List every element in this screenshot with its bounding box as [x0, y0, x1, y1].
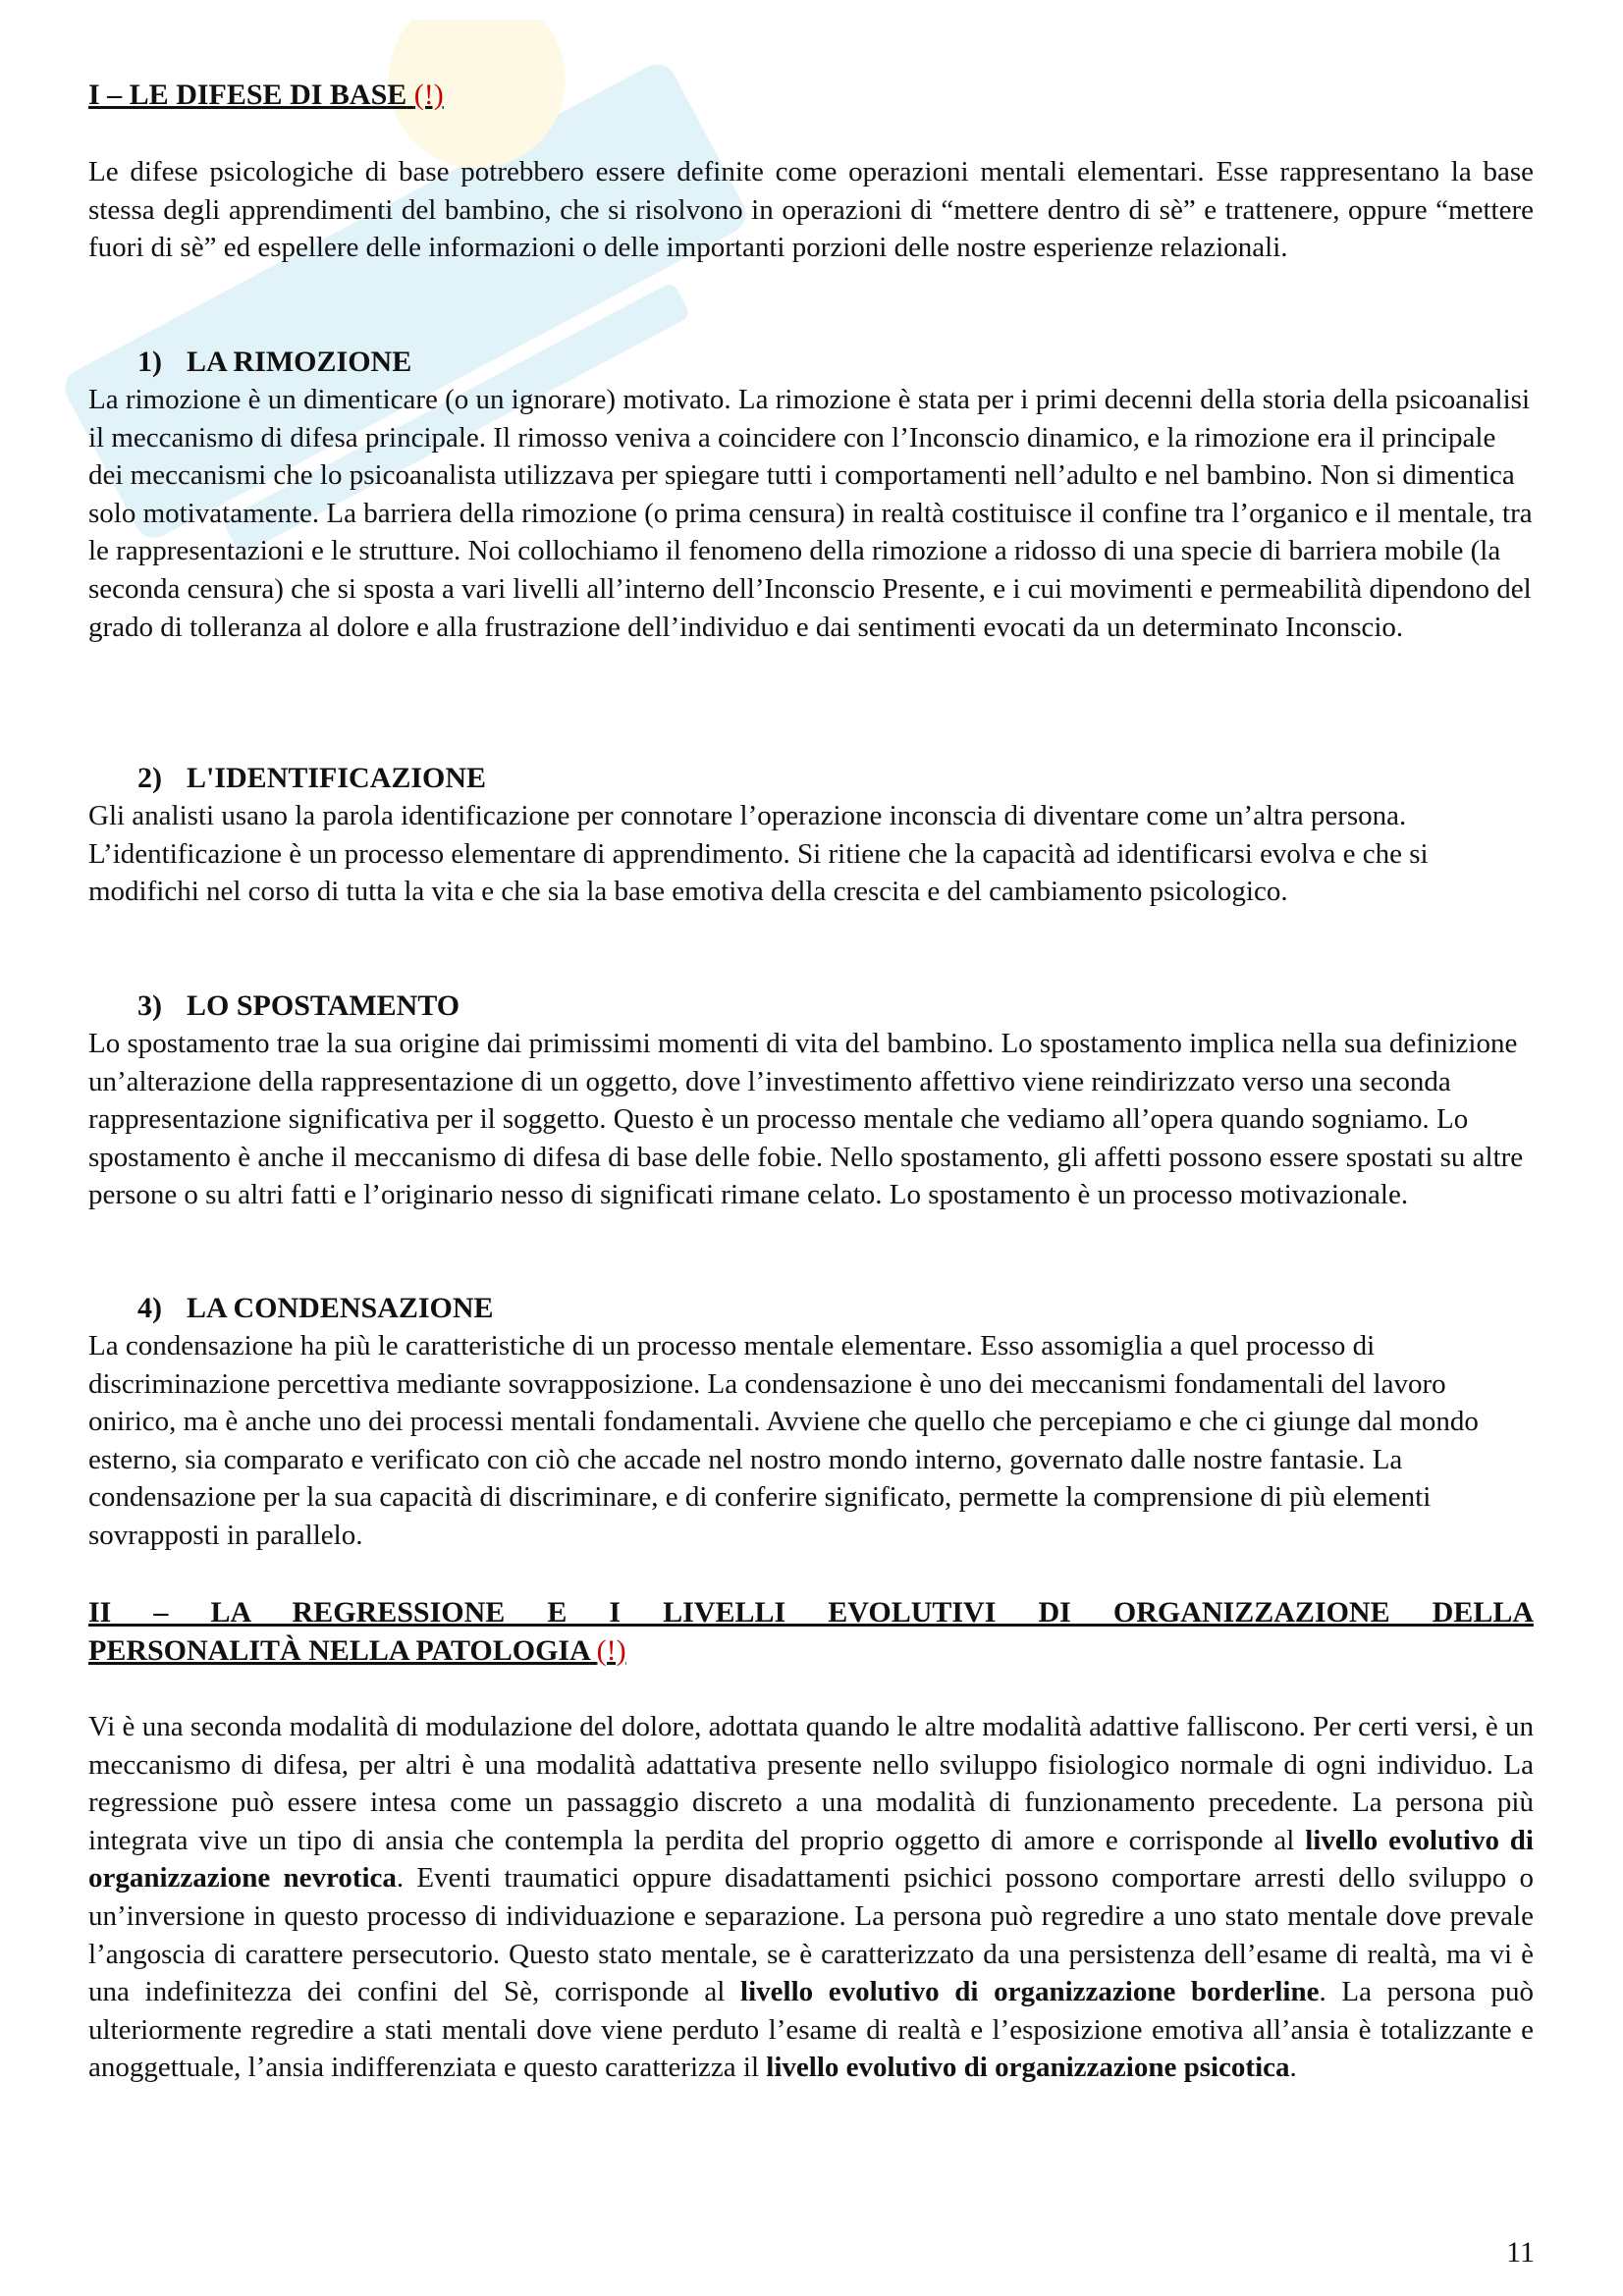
subheading-number: 1)	[137, 346, 162, 378]
subheading-title: LO SPOSTAMENTO	[187, 989, 460, 1022]
paragraph-identificazione: Gli analisti usano la parola identificazione per connotare l’operazione inconscia di diventare come un’altra persona. L’identificazione è un processo elementare di apprendimento. Si ritiene che la capacità ad identificarsi evolva e che si modifichi nel corso di tutta la vita e che sia la base emotiva della crescita e del cambiamento psicologico.	[88, 800, 1429, 908]
subheading-number: 3)	[137, 989, 162, 1022]
section-2-mark: (!)	[596, 1633, 626, 1667]
section-2-title-line1: II – LA REGRESSIONE E I LIVELLI EVOLUTIVI DI ORGANIZZAZIONE DELLA	[88, 1596, 1534, 1629]
paragraph-condensazione: La condensazione ha più le caratteristiche di un processo mentale elementare. Esso assomiglia a quel processo di discriminazione percettiva mediante sovrapposizione. La condensazione è uno dei meccanismi fondamentali del lavoro onirico, ma è anche uno dei processi mentali fondamentali. Avviene che quello che percepiamo e che ci giunge dal mondo esterno, sia comparato e verificato con ciò che accade nel nostro mondo interno, governato dalle nostre fantasie. La condensazione per la sua capacità di discriminare, e di conferire significato, permette la comprensione di più elementi sovrapposti in parallelo.	[88, 1330, 1479, 1551]
paragraph-rimozione: La rimozione è un dimenticare (o un ignorare) motivato. La rimozione è stata per i primi decenni della storia della psicoanalisi il meccanismo di difesa principale. Il rimosso veniva a coincidere con l’Inconscio dinamico, e la rimozione era il principale dei meccanismi che lo psicoanalista utilizzava per spiegare tutti i comportamenti nell’adulto e nel bambino. Non si dimentica solo motivatamente. La barriera della rimozione (o prima censura) in realtà costituisce il confine tra l’organico e il mentale, tra le rappresentazioni e le strutture. Noi collochiamo il fenomeno della rimozione a ridosso di una specie di barriera mobile (la seconda censura) che si sposta a vari livelli all’interno dell’Inconscio Presente, e i cui movimenti e permeabilità dipendono del grado di tolleranza al dolore e alla frustrazione dell’individuo e dai sentimenti evocati da un determinato Inconscio.	[88, 384, 1533, 643]
section-2-paragraph	[88, 1708, 1534, 2087]
term-psicotica: livello evolutivo di organizzazione psicotica	[766, 2052, 1290, 2084]
paragraph-spostamento: Lo spostamento trae la sua origine dai primissimi momenti di vita del bambino. Lo spostamento implica nella sua definizione un’alterazione della rappresentazione di un oggetto, dove l’investimento affettivo viene reindirizzato verso una seconda rappresentazione significativa per il soggetto. Questo è un processo mentale che vediamo all’opera quando sogniamo. Lo spostamento è anche il meccanismo di difesa di base delle fobie. Nello spostamento, gli affetti possono essere spostati su altre persone o su altri fatti e l’originario nesso di significati rimane celato. Lo spostamento è un processo motivazionale.	[88, 1028, 1524, 1211]
subheading-spostamento	[137, 988, 460, 1025]
section-2-text-1: Vi è una seconda modalità di modulazione del dolore, adottata quando le altre modalità adattive falliscono. Per certi versi, è un meccanismo di difesa, per altri è una modalità adattativa presente nello sviluppo fisiologico normale di ogni individuo. La regressione può essere intesa come un passaggio discreto a una modalità di funzionamento precedente. La persona più integrata vive un tipo di ansia che contempla la perdita del proprio oggetto di amore e corrisponde al	[88, 1711, 1534, 1856]
section-2-text-2: . Eventi traumatici oppure disadattamenti psichici possono comportare arresti dello sviluppo o un’inversione in questo processo di individuazione e separazione. La persona può regredire a uno stato mentale dove prevale l’angoscia di carattere persecutorio. Questo stato mentale, se è caratterizzato da una persistenza dell’esame di realtà, ma vi è una indefinitezza dei confini del Sè, corrisponde al	[88, 1862, 1534, 2008]
section-2-heading	[88, 1594, 1534, 1670]
page-number: 11	[1506, 2236, 1535, 2269]
term-nevrotica: livello evolutivo di organizzazione nevrotica	[88, 1824, 1534, 1895]
subheading-condensazione	[137, 1290, 494, 1327]
section-1-mark: (!)	[413, 79, 444, 111]
subheading-title: LA RIMOZIONE	[187, 346, 412, 378]
section-2-text-4: .	[1289, 2052, 1297, 2084]
subheading-rimozione	[137, 344, 411, 381]
section-1-heading	[88, 77, 444, 114]
subheading-title: LA CONDENSAZIONE	[187, 1292, 494, 1324]
subheading-number: 4)	[137, 1292, 162, 1324]
subheading-number: 2)	[137, 762, 162, 794]
subheading-identificazione	[137, 760, 486, 797]
term-borderline: livello evolutivo di organizzazione borderline	[740, 1976, 1320, 2008]
subheading-title: L'IDENTIFICAZIONE	[187, 762, 487, 794]
section-1-title: I – LE DIFESE DI BASE	[88, 79, 407, 111]
section-1-intro: Le difese psicologiche di base potrebbero essere definite come operazioni mentali elementari. Esse rappresentano la base stessa degli apprendimenti del bambino, che si risolvono in operazioni di “mettere dentro di sè” e trattenere, oppure “mettere fuori di sè” ed espellere delle informazioni o delle importanti porzioni delle nostre esperienze relazionali.	[88, 156, 1534, 264]
section-2-text-3: . La persona può ulteriormente regredire a stati mentali dove viene perduto l’esame di realtà e l’esposizione emotiva all’ansia è totalizzante e anoggettuale, l’ansia indifferenziata e questo caratterizza il	[88, 1976, 1534, 2084]
section-2-title-line2: PERSONALITÀ NELLA PATOLOGIA	[88, 1633, 590, 1667]
